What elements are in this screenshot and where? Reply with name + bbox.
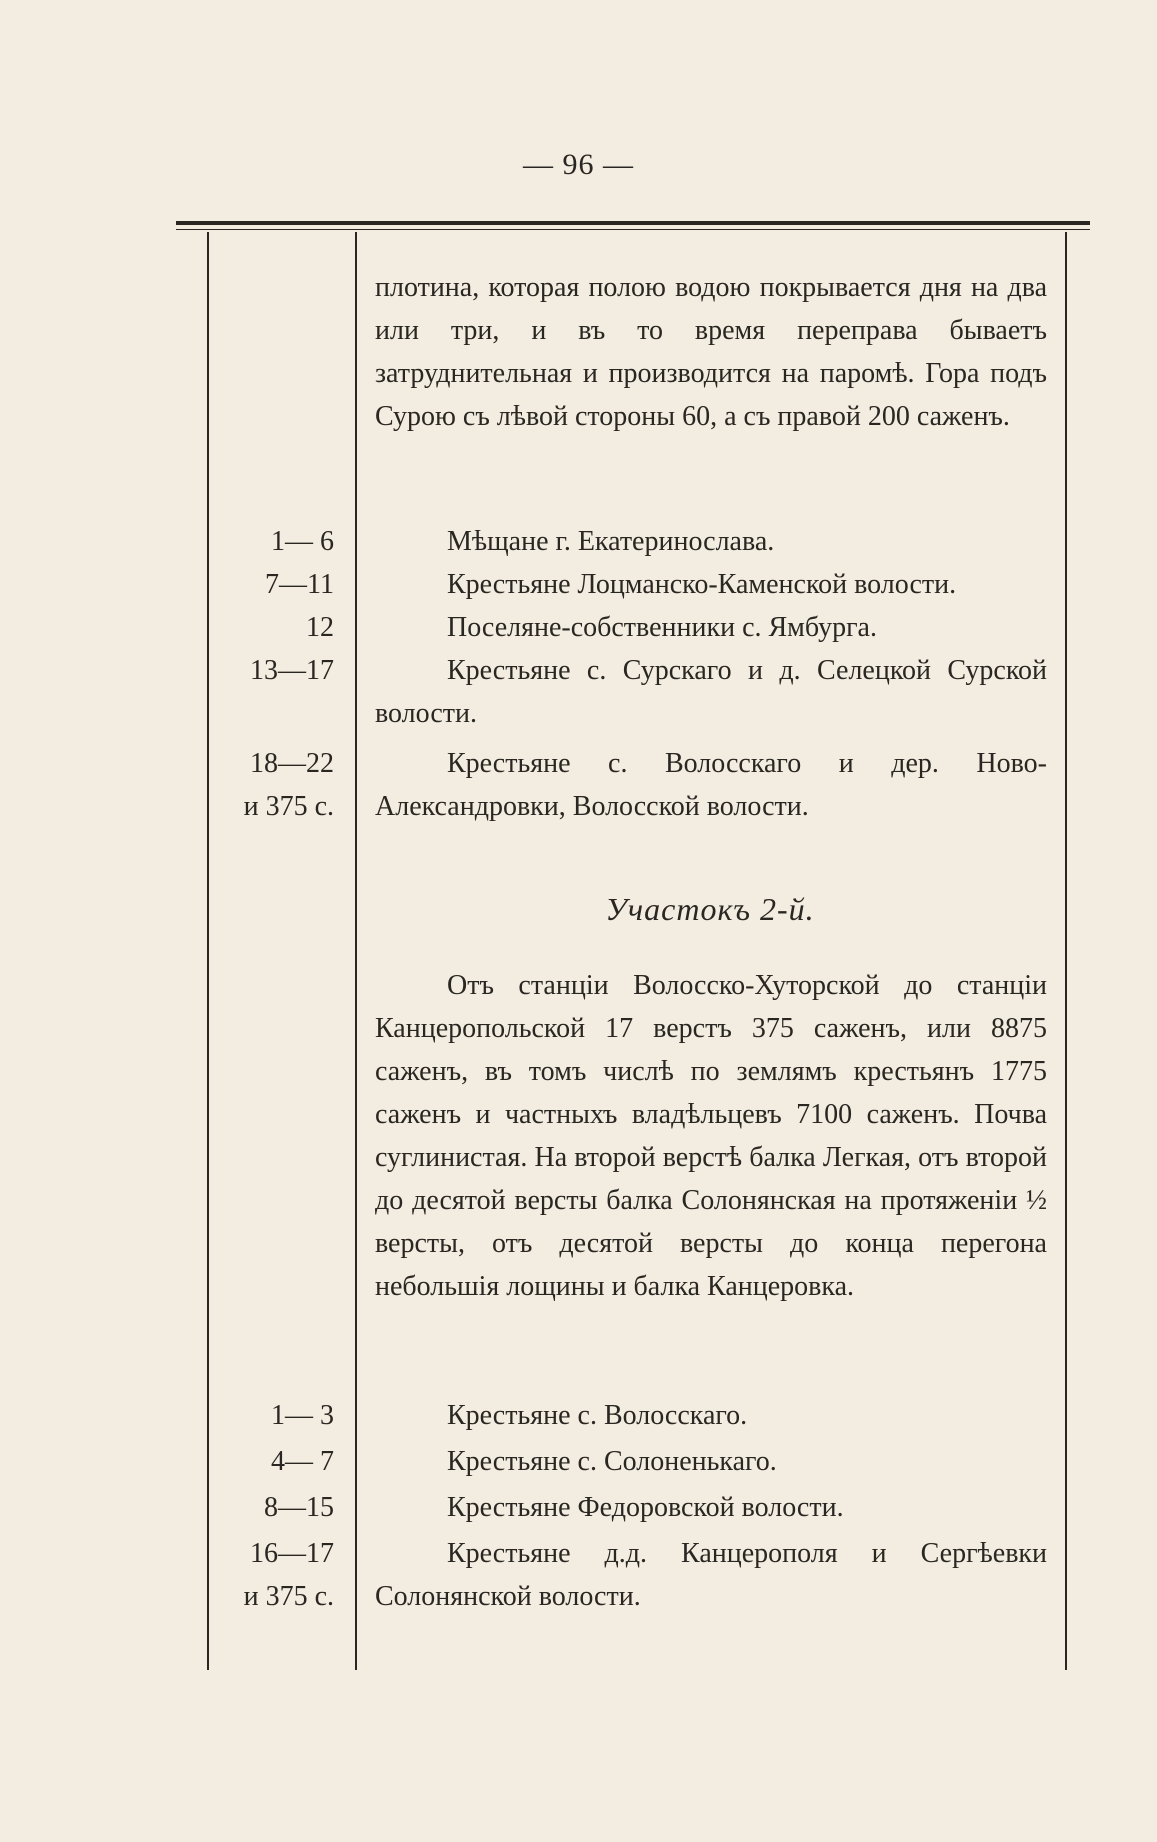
entry-text: Мѣщане г. Екатеринослава. (447, 526, 775, 557)
entry-range: 7—11 (265, 569, 334, 600)
entry-range: 1— 3 (271, 1400, 334, 1431)
table-right-border (1065, 232, 1067, 1670)
entry-text: Крестьяне с. Сурскаго и д. Селецкой Сурской волости. (375, 655, 1047, 729)
header-rule-thick (176, 221, 1090, 225)
entry-text: Крестьяне Лоцманско-Каменской волости. (447, 569, 957, 600)
entry-range: 8—15 (264, 1492, 334, 1523)
section-intro-paragraph: Отъ станціи Волосско-Хуторской до станціи Канцеропольской 17 верстъ 375 саженъ, или 8875 саженъ, въ томъ числѣ по землямъ крестьянъ 1775 саженъ и частныхъ владѣльцевъ 7100 саженъ. Почва суглинистая. На второй верстѣ балка Легкая, отъ второй до десятой версты балка Солонянская на протяженіи ½ версты, отъ десятой версты до конца перегона небольшія лощины и балка Канцеровка. (375, 970, 1047, 1302)
entry-range: 12 (306, 612, 334, 643)
entry-range: 13—17 (250, 655, 334, 686)
entry-text: Крестьяне с. Солоненькаго. (447, 1446, 777, 1477)
header-rule-thin (176, 229, 1090, 230)
entry-text: Крестьяне с. Волосскаго и дер. Ново-Александровки, Волосской волости. (375, 748, 1047, 822)
entry-range: 1— 6 (271, 526, 334, 557)
entry-range: 16—17 и 375 с. (243, 1538, 334, 1612)
page-number: — 96 — (523, 148, 634, 181)
entry-range: 18—22 и 375 с. (243, 748, 334, 822)
entry-text: Крестьяне Федоровской волости. (447, 1492, 844, 1523)
entry-text: Поселяне-собственники с. Ямбурга. (447, 612, 877, 643)
section-heading: Участокъ 2-й. (605, 891, 815, 927)
table-left-border (207, 232, 209, 1670)
table-column-divider (355, 232, 357, 1670)
entry-text: Крестьяне д.д. Канцерополя и Сергѣевки Солонянской волости. (375, 1538, 1047, 1612)
continuation-paragraph: плотина, которая полою водою покрывается дня на два или три, и въ то время переправа бываетъ затруднительная и производится на паромѣ. Гора подъ Сурою съ лѣвой стороны 60, а съ правой 200 саженъ. (375, 272, 1047, 432)
entry-text: Крестьяне с. Волосскаго. (447, 1400, 748, 1431)
entry-range: 4— 7 (271, 1446, 334, 1477)
